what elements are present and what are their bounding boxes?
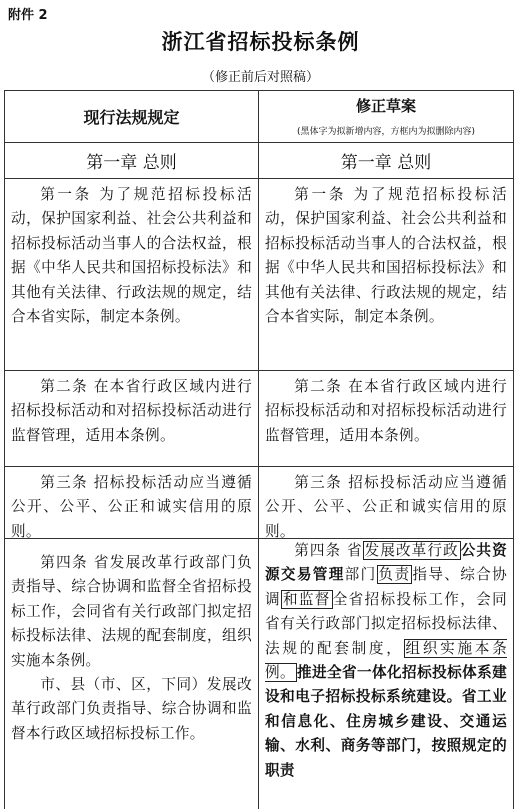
article-4-row	[5, 539, 513, 811]
article-3-left: 第三条 招标投标活动应当遵循公开、公平、公正和诚实信用的原则。	[11, 474, 252, 538]
article-1-right: 第一条 为了规范招标投标活动，保护国家利益、社会公共利益和招标投标活动当事人的合法权益，根据《中华人民共和国招标投标法》和其他有关法律、行政法规的规定，结合本省实际，制定本条例。	[265, 186, 507, 326]
art4-deleted-1: 发展改革行政	[364, 542, 459, 559]
article-2-row	[5, 371, 513, 467]
article-2-right: 第二条 在本省行政区域内进行招标投标活动和对招标投标活动进行监督管理，适用本条例。	[265, 378, 507, 444]
art4-text-3: 指导、综合协调	[265, 566, 507, 608]
art4-inserted-1: 公共资源交易管理	[265, 542, 507, 584]
chapter-left: 第一章 总则	[86, 153, 177, 173]
art4-deleted-3: 和监督	[282, 590, 331, 608]
header-left-cell	[5, 91, 258, 142]
document-subtitle: （修正前后对照稿）	[201, 70, 319, 85]
art4-text-4: 全省招标投标工作，会同省有关行政部门拟定招标投标法律、法规的配套制度，	[265, 590, 507, 657]
art4-text-1: 第四条 省	[294, 542, 363, 559]
article-3-row	[5, 467, 513, 539]
document-title: 浙江省招标投标条例	[161, 30, 360, 54]
art4-deleted-2: 负责	[378, 566, 411, 584]
article-4-left-p1: 第四条 省发展改革行政部门负责指导、综合协调和监督全省招标投标工作，会同省有关行政部门拟定招标投标法律、法规的配套制度，组织实施本条例。	[11, 554, 252, 669]
art4-inserted-2: 推进全省一体化招标投标体系建设和电子招标投标系统建设。省工业和信息化、住房城乡建设、交通运输、水利、商务等部门，按照规定的职责	[265, 664, 507, 779]
chapter-row	[5, 143, 513, 179]
article-2-left: 第二条 在本省行政区域内进行招标投标活动和对招标投标活动进行监督管理，适用本条例。	[11, 378, 252, 444]
header-right-cell	[259, 91, 513, 142]
art4-deleted-4: 组织实施本条例。	[265, 639, 507, 682]
table-header-row	[5, 91, 513, 143]
article-1-left: 第一条 为了规范招标投标活动，保护国家利益、社会公共利益和招标投标活动当事人的合法权益，根据《中华人民共和国招标投标法》和其他有关法律、行政法规的规定，结合本省实际，制定本条例。	[11, 186, 252, 326]
header-left: 现行法规规定	[83, 108, 180, 127]
chapter-right: 第一章 总则	[340, 153, 432, 173]
article-3-right: 第三条 招标投标活动应当遵循公开、公平、公正和诚实信用的原则。	[265, 474, 507, 538]
attachment-label: 附件 2	[8, 8, 48, 23]
article-1-row	[5, 179, 513, 371]
art4-text-2: 部门	[344, 566, 377, 584]
article-4-left-p2: 市、县（市、区，下同）发展改革行政部门负责指导、综合协调和监督本行政区域招标投标工作。	[11, 676, 252, 742]
header-right: 修正草案	[355, 97, 416, 115]
article-4-right	[259, 539, 513, 783]
comparison-table	[4, 90, 514, 809]
header-right-note: (黑体字为拟新增内容，方框内为拟删除内容)	[296, 127, 476, 137]
